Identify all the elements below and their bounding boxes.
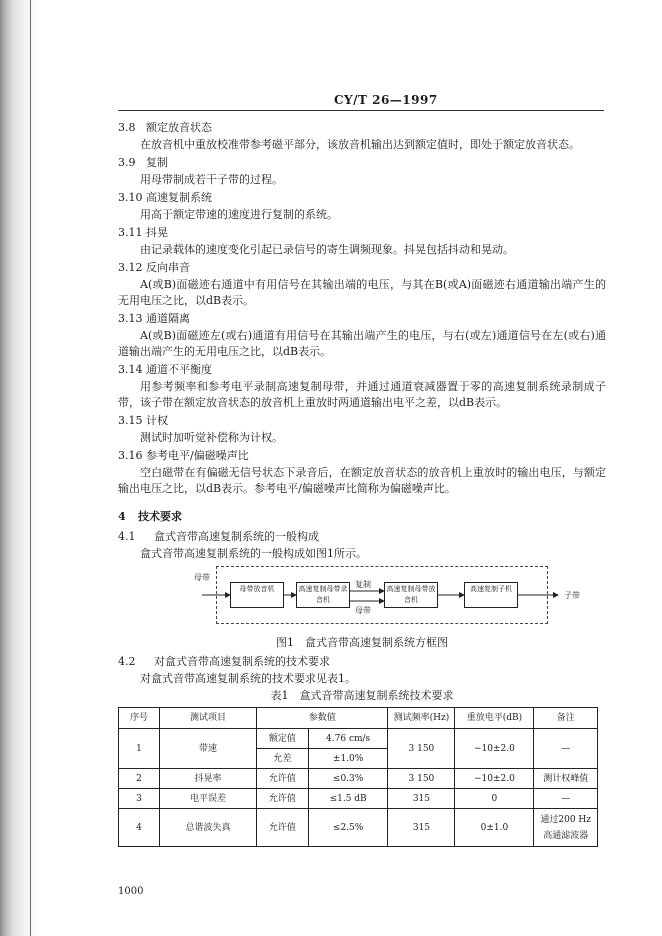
section-number: 4 (118, 510, 126, 523)
cell-note: 测计权峰值 (534, 769, 598, 789)
header-rule (118, 110, 604, 111)
col-header: 测试项目 (160, 708, 257, 729)
figure-caption: 图1 盒式音带高速复制系统方框图 (276, 636, 448, 649)
cell-value: ≤1.5 dB (308, 789, 388, 809)
clause-text: A(或B)面磁迹左(或右)通道有用信号在其输出端产生的电压，与右(或左)通道信号在左(或右)通道输出端产生的无用电压之比，以dB表示。 (118, 329, 606, 358)
main-content (118, 118, 606, 847)
note-line: 通过200 Hz (540, 814, 592, 825)
col-header: 备注 (534, 708, 598, 729)
clause-text: 用母带制成若干子带的过程。 (140, 173, 283, 186)
clause-title: 复制 (146, 156, 168, 169)
clause-4-2 (118, 652, 606, 687)
clause-title: 额定放音状态 (146, 121, 212, 134)
clause-title: 参考电平/偏磁噪声比 (146, 449, 249, 462)
definition-3-14 (118, 360, 606, 411)
cell-value: ≤2.5% (308, 809, 388, 847)
section-4-heading (118, 507, 606, 527)
box-master-player: 母带放音机 (230, 582, 284, 608)
clause-number: 4.1 (118, 530, 136, 543)
standard-code-header: CY/T 26—1997 (334, 93, 438, 107)
cell-freq: 315 (388, 809, 455, 847)
input-label: 母带 (194, 573, 210, 582)
definition-3-9 (118, 153, 606, 188)
col-header: 参数值 (257, 708, 388, 729)
cell-no: 2 (119, 769, 160, 789)
cell-no: 1 (119, 729, 160, 769)
clause-text: 用高于额定带速的速度进行复制的系统。 (140, 208, 338, 221)
arrow-label-copy: 复制 (355, 580, 371, 589)
table-row (119, 729, 598, 749)
clause-title: 高速复制系统 (146, 191, 212, 204)
clause-title: 对盒式音带高速复制系统的技术要求 (154, 655, 330, 668)
clause-text: 由记录载体的速度变化引起已录信号的寄生调频现象。抖晃包括抖动和晃动。 (140, 243, 514, 256)
table-row (119, 809, 598, 847)
clause-title: 反向串音 (146, 261, 190, 274)
col-header: 重放电平(dB) (455, 708, 534, 729)
output-label: 子带 (564, 591, 580, 600)
definition-3-12 (118, 258, 606, 309)
cell-param: 允许值 (257, 789, 309, 809)
clause-text: 对盒式音带高速复制系统的技术要求见表1。 (140, 672, 356, 685)
clause-4-1 (118, 527, 606, 562)
clause-title: 抖晃 (146, 226, 168, 239)
clause-number: 3.13 (118, 312, 143, 325)
cell-param: 额定值 (257, 729, 309, 749)
clause-title: 盒式音带高速复制系统的一般构成 (154, 530, 319, 543)
clause-title: 通道不平衡度 (146, 363, 212, 376)
clause-text: 测试时加听觉补偿称为计权。 (140, 431, 283, 444)
cell-no: 4 (119, 809, 160, 847)
clause-number: 3.12 (118, 261, 143, 274)
cell-no: 3 (119, 789, 160, 809)
cell-value: ±1.0% (308, 749, 388, 769)
clause-text: A(或B)面磁迹右通道中有用信号在其输出端的电压，与其在B(或A)面磁迹右通道输出端产生的无用电压之比，以dB表示。 (118, 278, 606, 307)
clause-number: 3.16 (118, 449, 143, 462)
cell-freq: 3 150 (388, 769, 455, 789)
definition-3-10 (118, 188, 606, 223)
section-title: 技术要求 (138, 510, 182, 523)
cell-level: −10±2.0 (455, 769, 534, 789)
clause-title: 通道隔离 (146, 312, 190, 325)
clause-text: 盒式音带高速复制系统的一般构成如图1所示。 (140, 547, 367, 560)
clause-title: 计权 (146, 414, 168, 427)
table-caption: 表1 盒式音带高速复制系统技术要求 (270, 689, 454, 702)
clause-text: 空白磁带在有偏磁无信号状态下录音后，在额定放音状态的放音机上重放时的输出电压，与额定输出电压之比，以dB表示。参考电平/偏磁噪声比简称为偏磁噪声比。 (118, 466, 606, 495)
binding-shadow (0, 0, 40, 936)
clause-number: 3.8 (118, 121, 136, 134)
box-slave-unit: 高速复制子机 (464, 582, 518, 608)
cell-item: 电平误差 (160, 789, 257, 809)
clause-text: 用参考频率和参考电平录制高速复制母带，并通过通道衰减器置于零的高速复制系统录制成子带，该子带在额定放音状态的放音机上重放时两通道输出电平之差，以dB表示。 (118, 380, 606, 409)
definition-3-8 (118, 118, 606, 153)
table-header-row (119, 708, 598, 729)
cell-param: 允许值 (257, 769, 309, 789)
clause-number: 3.9 (118, 156, 136, 169)
cell-item: 抖晃率 (160, 769, 257, 789)
table-row (119, 769, 598, 789)
cell-note (534, 809, 598, 847)
cell-item: 带速 (160, 729, 257, 769)
clause-number: 4.2 (118, 655, 136, 668)
page-number: 1000 (118, 886, 144, 897)
definition-3-13 (118, 309, 606, 360)
cell-note: — (534, 729, 598, 769)
clause-number: 3.15 (118, 414, 143, 427)
cell-freq: 3 150 (388, 729, 455, 769)
table-row (119, 789, 598, 809)
cell-value: ≤0.3% (308, 769, 388, 789)
note-line: 高通滤波器 (543, 830, 589, 841)
cell-level: 0±1.0 (455, 809, 534, 847)
binding-edge-line (30, 0, 31, 936)
spec-table (118, 707, 598, 847)
cell-level: 0 (455, 789, 534, 809)
col-header: 测试频率(Hz) (388, 708, 455, 729)
arrow-label-master: 母带 (355, 606, 371, 615)
clause-number: 3.11 (118, 226, 143, 239)
cell-param: 允差 (257, 749, 309, 769)
definition-3-15 (118, 411, 606, 446)
cell-item: 总谐波失真 (160, 809, 257, 847)
cell-value: 4.76 cm/s (308, 729, 388, 749)
cell-freq: 315 (388, 789, 455, 809)
definition-3-11 (118, 223, 606, 258)
definition-3-16 (118, 446, 606, 497)
clause-number: 3.10 (118, 191, 143, 204)
clause-text: 在放音机中重放校准带参考磁平部分，该放音机输出达到额定值时，即处于额定放音状态。 (140, 138, 580, 151)
col-header: 序号 (119, 708, 160, 729)
box-master-recorder: 高速复制母带录音机 (296, 582, 350, 608)
block-diagram (118, 564, 606, 634)
clause-number: 3.14 (118, 363, 143, 376)
box-master-playback: 高速复制母带放音机 (384, 582, 438, 608)
cell-note: — (534, 789, 598, 809)
cell-param: 允许值 (257, 809, 309, 847)
cell-level: −10±2.0 (455, 729, 534, 769)
